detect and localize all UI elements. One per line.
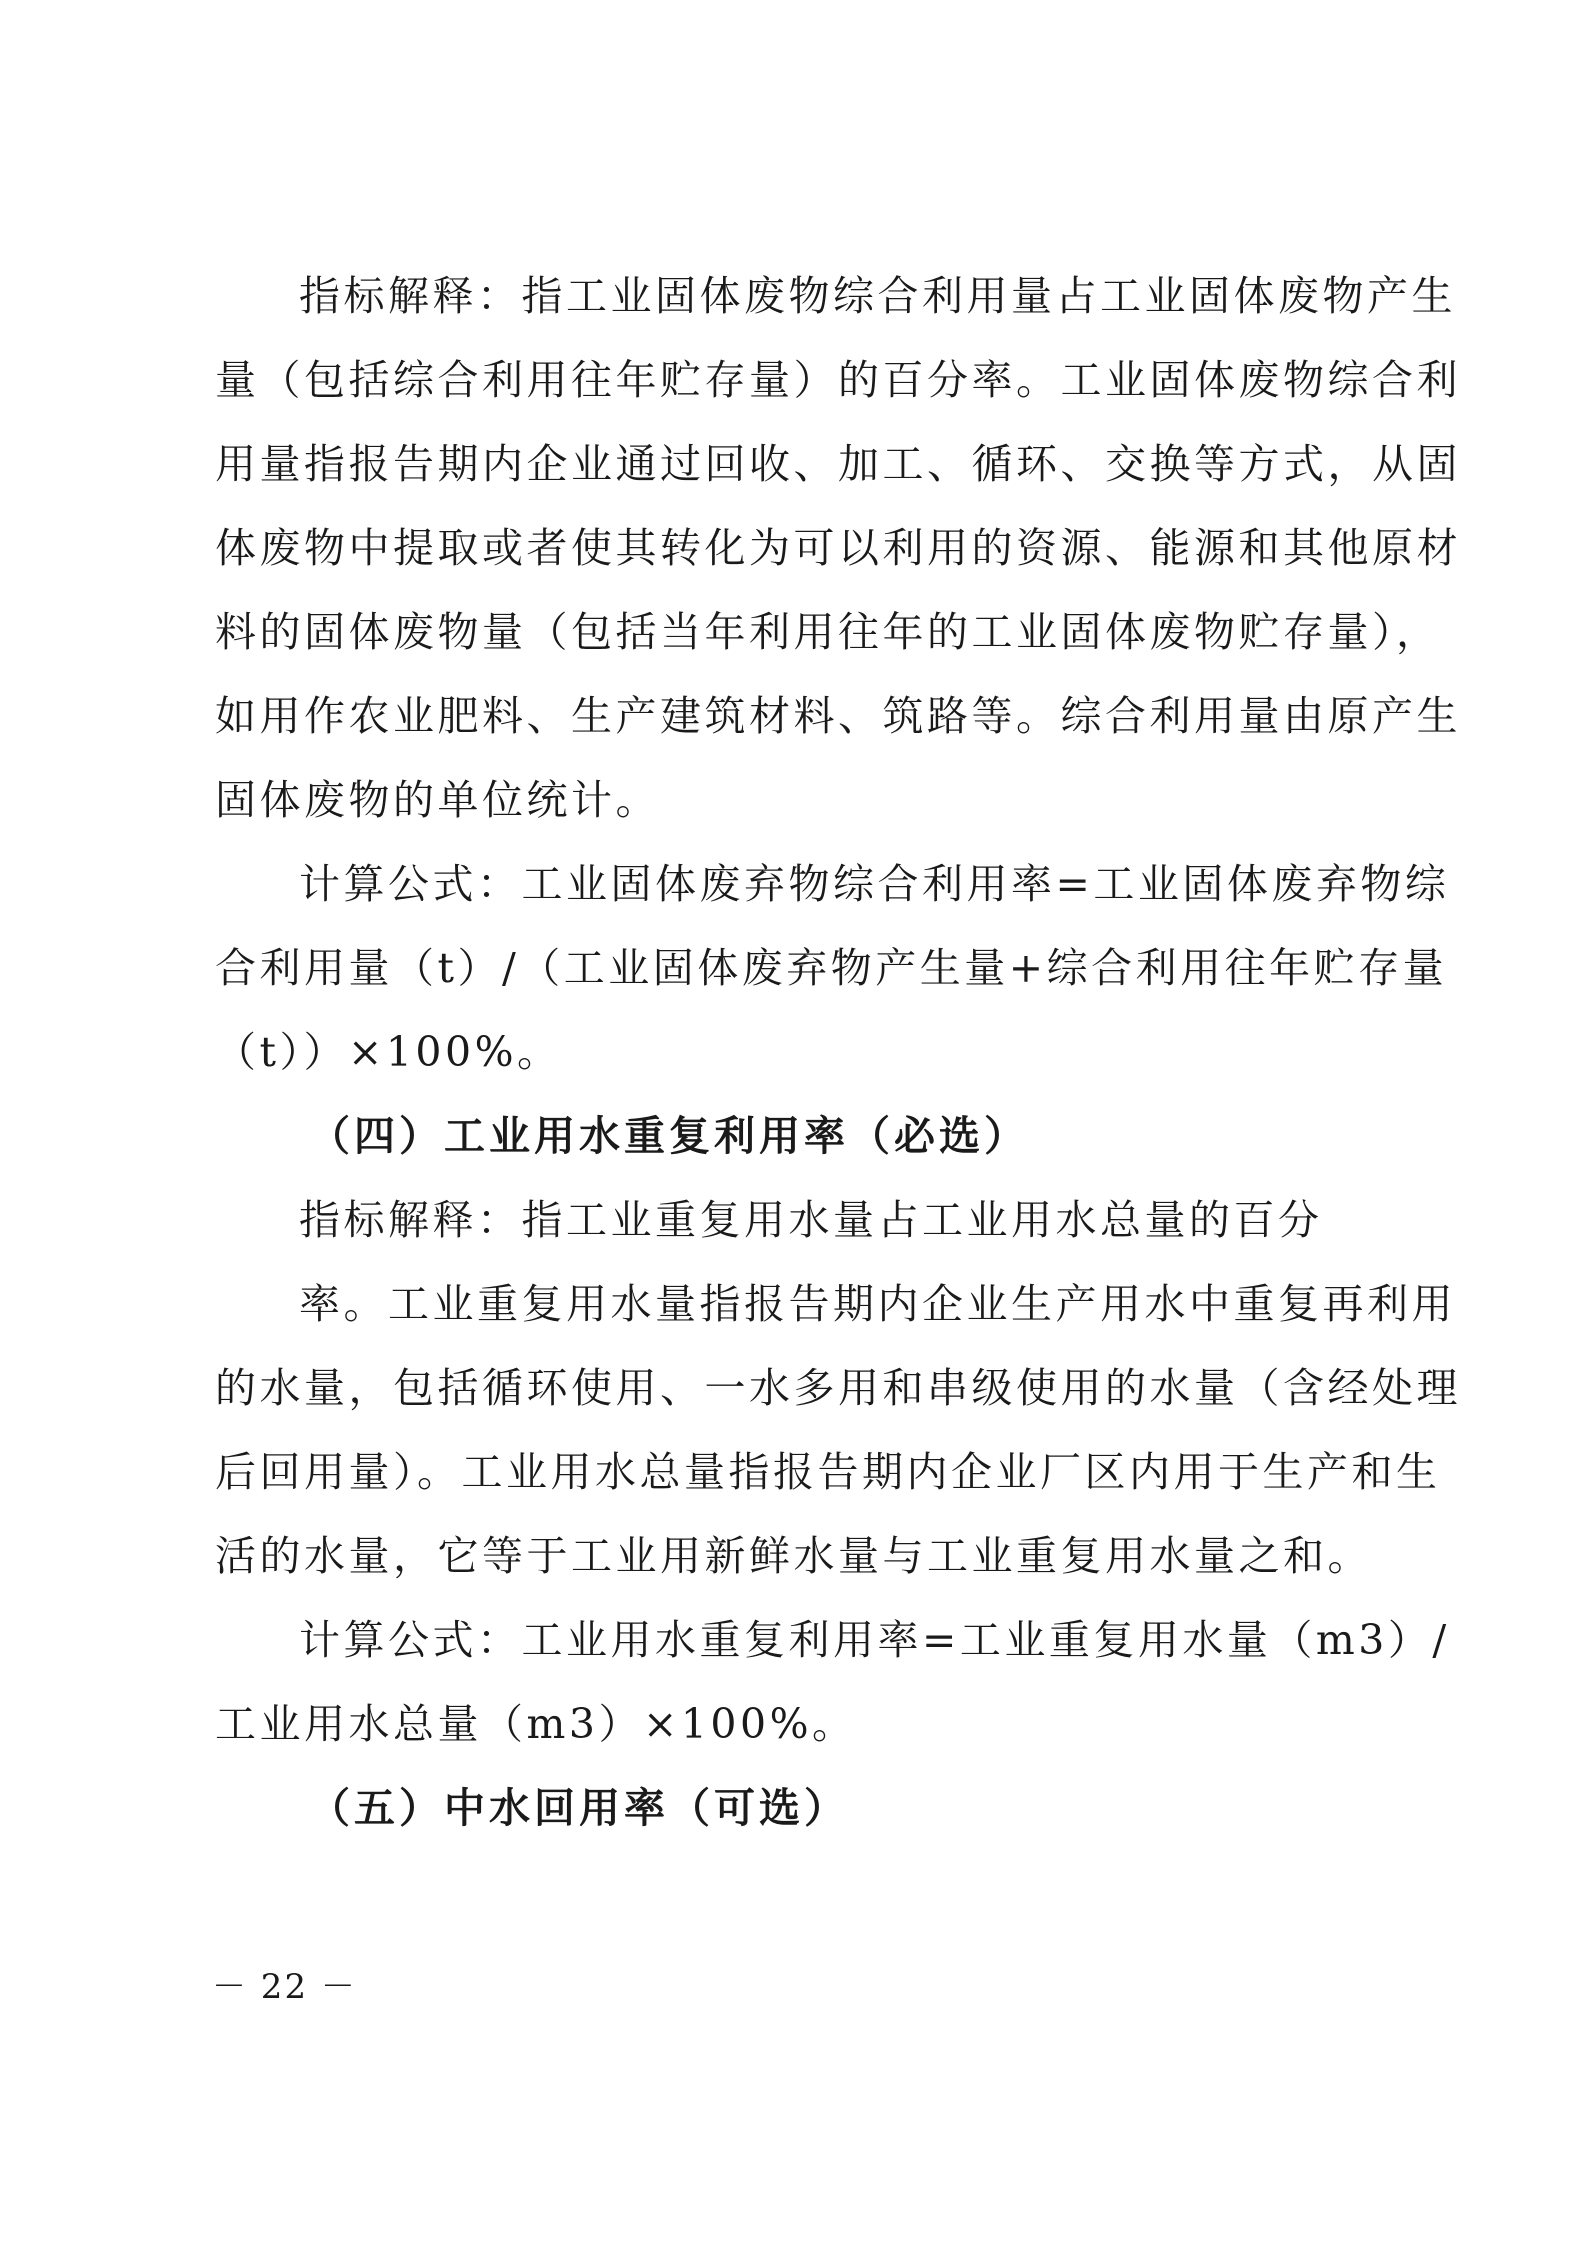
paragraph-line: 料的固体废物量（包括当年利用往年的工业固体废物贮存量）， — [215, 608, 1441, 656]
section-heading: （四）工业用水重复利用率（必选） — [309, 1112, 1029, 1160]
formula-line: 计算公式：工业固体废弃物综合利用率=工业固体废弃物综 — [299, 860, 1450, 908]
formula-line: 工业用水总量（m3）×100%。 — [215, 1700, 857, 1748]
page-number: － 22 － — [212, 1967, 357, 2007]
paragraph-line: 后回用量）。工业用水总量指报告期内企业厂区内用于生产和生 — [215, 1448, 1441, 1496]
paragraph-line: 活的水量，它等于工业用新鲜水量与工业重复用水量之和。 — [215, 1532, 1372, 1580]
formula-line: 合利用量（t）/（工业固体废弃物产生量+综合利用往年贮存量 — [215, 944, 1448, 992]
section-heading: （五）中水回用率（可选） — [309, 1784, 849, 1832]
paragraph-line: 如用作农业肥料、生产建筑材料、筑路等。综合利用量由原产生 — [215, 692, 1461, 740]
paragraph-line: 指标解释：指工业固体废物综合利用量占工业固体废物产生 — [299, 272, 1456, 320]
paragraph-line: 体废物中提取或者使其转化为可以利用的资源、能源和其他原材 — [215, 524, 1461, 572]
paragraph-line: 的水量，包括循环使用、一水多用和串级使用的水量（含经处理 — [215, 1364, 1461, 1412]
paragraph-line: 率。工业重复用水量指报告期内企业生产用水中重复再利用 — [299, 1280, 1456, 1328]
paragraph-line: 指标解释：指工业重复用水量占工业用水总量的百分 — [299, 1196, 1323, 1244]
paragraph-line: 用量指报告期内企业通过回收、加工、循环、交换等方式，从固 — [215, 440, 1461, 488]
paragraph-line: 固体废物的单位统计。 — [215, 776, 660, 824]
formula-line: 计算公式：工业用水重复利用率=工业重复用水量（m3）/ — [299, 1616, 1450, 1664]
formula-line: （t））×100%。 — [215, 1028, 562, 1076]
paragraph-line: 量（包括综合利用往年贮存量）的百分率。工业固体废物综合利 — [215, 356, 1461, 404]
